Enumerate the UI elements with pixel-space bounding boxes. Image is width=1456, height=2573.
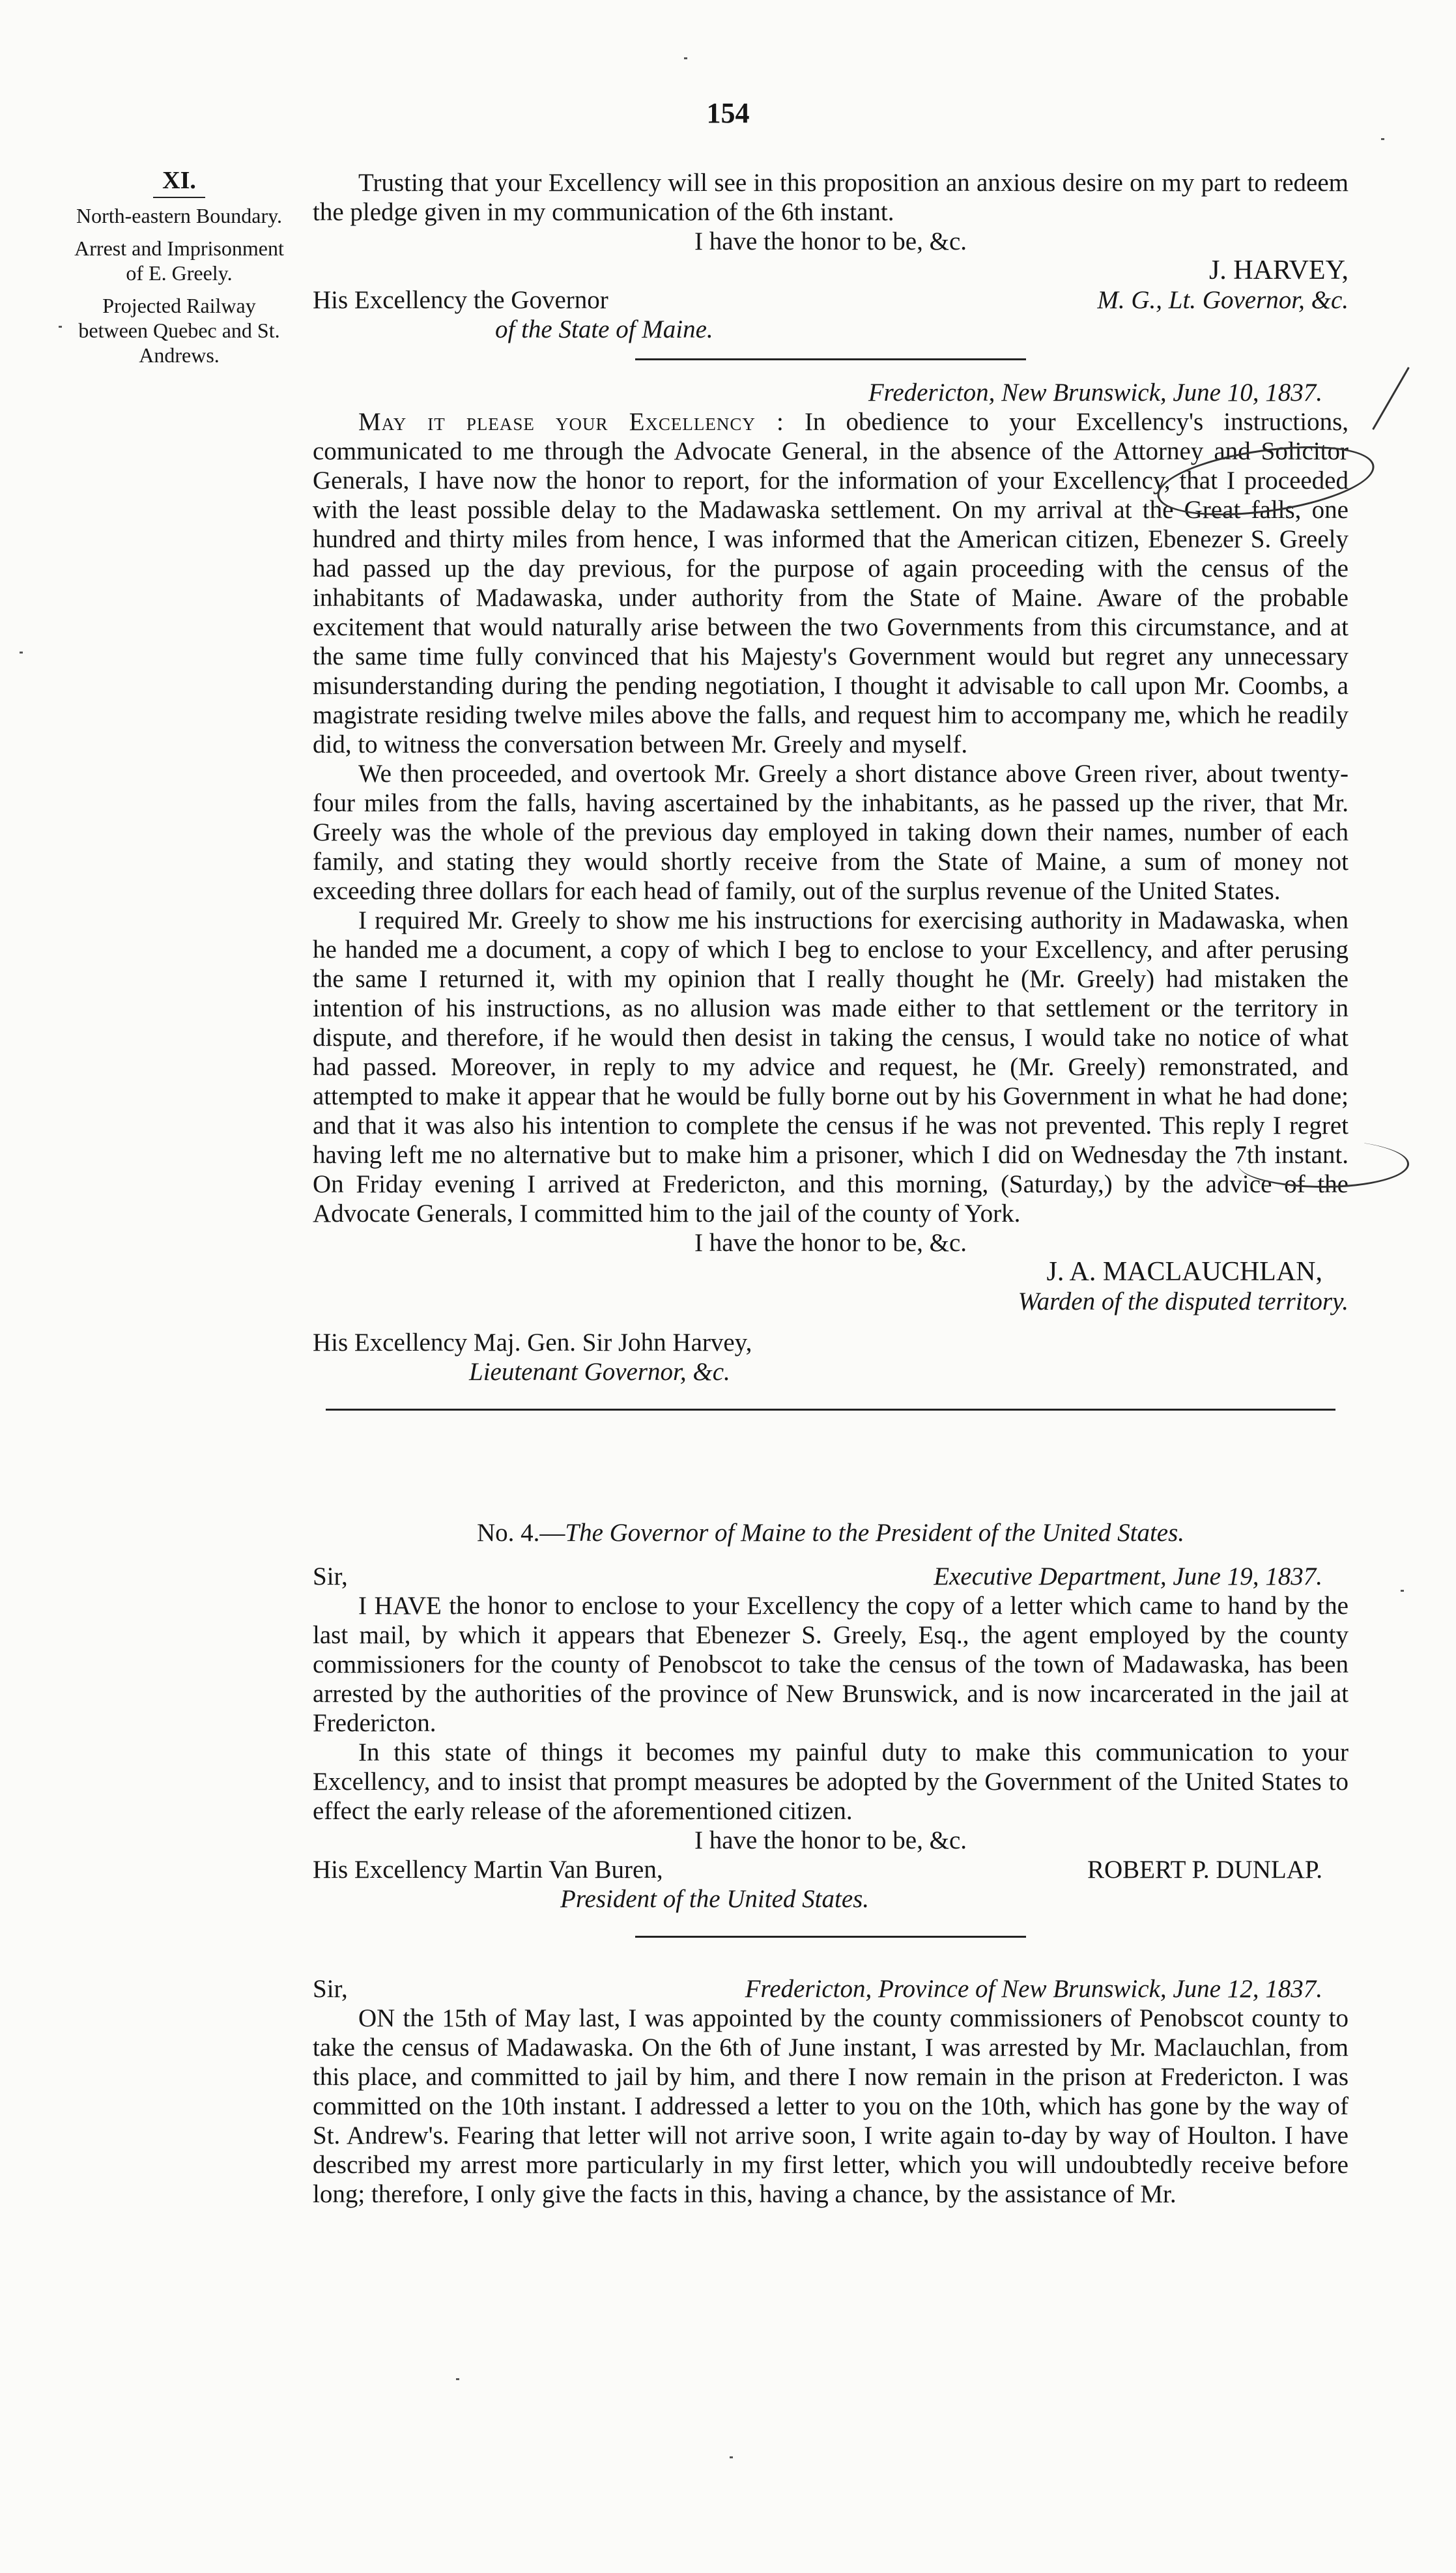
no4-letter — [313, 1518, 1349, 1938]
margin-topic: Arrest and Imprisonment of E. Greely. — [74, 237, 284, 285]
heading-number: No. 4.— — [476, 1519, 565, 1547]
closing: I have the honor to be, &c. — [694, 1229, 967, 1257]
maclauchlan-letter — [313, 378, 1349, 1411]
paper-speck — [456, 2378, 459, 2380]
salutation: Sir, — [313, 1562, 348, 1590]
pencil-annotation-stroke — [1372, 367, 1410, 430]
harvey-letter-end — [313, 168, 1349, 360]
paragraph: We then proceeded, and overtook Mr. Greely a short distance above Green river, about twenty-four miles from the falls, having ascertained by the inhabitants, as he passed up the river, that Mr. Greely was the whole of the previous day employed in taking down their names, number of each family, and stating they would shortly receive from the State of Maine, a sum of money not exceeding three dollars for each head of family, out of the surplus revenue of the United States. — [313, 760, 1349, 905]
paragraph: In this state of things it becomes my painful duty to make this communication to your Excellency, and to insist that prompt measures be adopted by the Government of the United States to effect the early release of the aforementioned citizen. — [313, 1738, 1349, 1825]
paragraph: I HAVE the honor to enclose to your Excellency the copy of a letter which came to hand by the last mail, by which it appears that Ebenezer S. Greely, Esq., the agent employed by the county commissioners for the county of Penobscot to take the census of the town of Madawaska, has been arrested by the authorities of the province of New Brunswick, and is now incarcerated in the jail at Fredericton. — [313, 1592, 1349, 1737]
separator-rule — [635, 1936, 1026, 1938]
section-number: XI. — [162, 167, 196, 194]
addressee-detail: of the State of Maine. — [495, 315, 713, 343]
signer: J. HARVEY, — [1208, 255, 1349, 285]
heading-title: The Governor of Maine to the President of the United States. — [565, 1519, 1185, 1547]
paragraph: ON the 15th of May last, I was appointed by the county commissioners of Penobscot county to take the census of Madawaska. On the 6th of June instant, I was arrested by Mr. Maclauchlan, from this place, and committed to jail by him, and there I now remain in the prison at Fredericton. I was committed on the 10th instant. I addressed a letter to you on the 10th, which has gone by the way of St. Andrew's. Fearing that letter will not arrive soon, I write again to-day by way of Houlton. I have described my arrest more particularly in my first letter, which you will undoubtedly receive before long; therefore, I only give the facts in this, having a chance, by the assistance of Mr. — [313, 2004, 1349, 2208]
separator-rule — [635, 358, 1026, 360]
paper-speck — [20, 652, 23, 654]
margin-topic: Projected Railway between Quebec and St. Andrews. — [78, 294, 280, 367]
paper-speck — [1401, 1590, 1404, 1592]
signer: J. A. MACLAUCHLAN, — [1046, 1257, 1322, 1287]
closing: I have the honor to be, &c. — [694, 1826, 967, 1854]
margin-note — [72, 168, 287, 375]
paragraph: Trusting that your Excellency will see in this proposition an anxious desire on my part to redeem the pledge given in my communication of the 6th instant. — [313, 169, 1349, 226]
greely-letter — [313, 1974, 1349, 2209]
paragraph: I required Mr. Greely to show me his instructions for exercising authority in Madawaska, when he handed me a document, a copy of which I beg to enclose to your Excellency, and after perusing the same I returned it, with my opinion that I really thought he (Mr. Greely) had mistaken the intention of his instructions, as no allusion was made either to that settlement or the territory in dispute, and therefore, if he would then desist in taking the census, I would take no notice of what had passed. Moreover, in reply to my advice and request, he (Mr. Greely) remonstrated, and attempted to make it appear that he would be fully borne out by his Government in what he had done; and that it was also his intention to complete the census if he was not prevented. This reply I regret having left me no alternative but to make him a prisoner, which I did on Wednesday the 7th instant. On Friday evening I arrived at Fredericton, and this morning, (Saturday,) by the advice of the Advocate Generals, I committed him to the jail of the county of York. — [313, 906, 1349, 1228]
addressee-detail: Lieutenant Governor, &c. — [469, 1358, 730, 1386]
dateline: Fredericton, Province of New Brunswick, June 12, 1837. — [745, 1975, 1322, 2003]
section-rule — [326, 1409, 1335, 1411]
addressee: His Excellency Maj. Gen. Sir John Harvey, — [313, 1329, 752, 1357]
signer-title: Warden of the disputed territory. — [1018, 1287, 1349, 1315]
paper-speck — [1381, 138, 1384, 140]
margin-topic: North-eastern Boundary. — [76, 204, 283, 227]
paragraph: In obedience to your Excellency's instructions, communicated to me through the Advocate General, in the absence of the Attorney and Solicitor Generals, I have now the honor to report, for the information of your Excellency, that I proceeded with the least possible delay to the Madawaska settlement. On my arrival at the Great falls, one hundred and thirty miles from hence, I was informed that the American citizen, Ebenezer S. Greely had passed up the day previous, for the purpose of again proceeding with the census of the inhabitants of Madawaska, under authority from the State of Maine. Aware of the probable excitement that would naturally arise between the two Governments from this circumstance, and at the same time fully convinced that his Majesty's Government would but regret any unnecessary misunderstanding during the pending negotiation, I thought it advisable to call upon Mr. Coombs, a magistrate residing twelve miles above the falls, and request him to accompany me, which he readily did, to witness the conversation between Mr. Greely and myself. — [313, 408, 1349, 758]
signer: ROBERT P. DUNLAP. — [1087, 1856, 1322, 1884]
paper-speck — [730, 2456, 733, 2458]
addressee-detail: President of the United States. — [560, 1885, 870, 1913]
page-number: 154 — [706, 97, 750, 129]
document-heading — [313, 1518, 1349, 1547]
pencil-annotation — [1238, 1140, 1409, 1188]
closing: I have the honor to be, &c. — [694, 227, 967, 255]
paper-speck — [59, 326, 62, 328]
dateline: Executive Department, June 19, 1837. — [934, 1562, 1322, 1590]
signer-title: M. G., Lt. Governor, &c. — [1097, 286, 1349, 314]
paper-speck — [684, 57, 687, 59]
addressee: His Excellency the Governor — [313, 286, 608, 314]
dateline: Fredericton, New Brunswick, June 10, 1837. — [868, 379, 1322, 407]
divider — [153, 197, 205, 201]
salutation: May it please your Excellency : — [358, 408, 784, 436]
salutation: Sir, — [313, 1975, 348, 2003]
addressee: His Excellency Martin Van Buren, — [313, 1856, 663, 1884]
